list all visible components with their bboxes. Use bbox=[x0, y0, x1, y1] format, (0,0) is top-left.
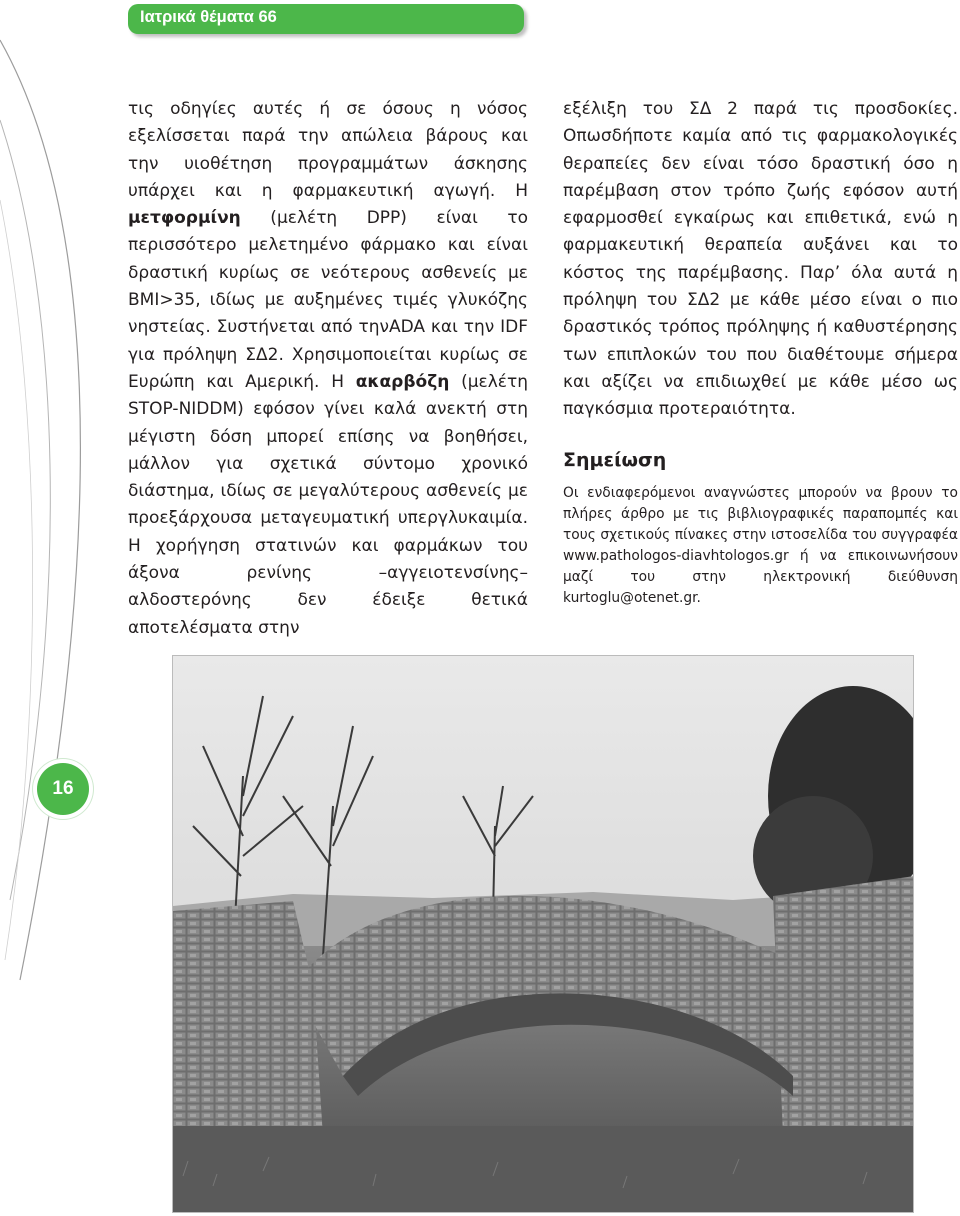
bold-term-acarbose: ακαρβόζη bbox=[355, 371, 450, 392]
page-number-badge bbox=[37, 763, 89, 815]
section-title: Ιατρικά θέματα 66 bbox=[140, 8, 277, 26]
right-text-column bbox=[563, 96, 958, 424]
left-paragraph bbox=[128, 96, 528, 642]
bold-term-metformin: μετφορμίνη bbox=[128, 208, 241, 229]
stone-arch-bridge-photo bbox=[172, 655, 914, 1213]
note-heading: Σημείωση bbox=[563, 449, 667, 471]
margin-swoosh-decoration bbox=[0, 0, 120, 1000]
text-run: (μελέτη STOP-NIDDM) εφόσον γίνει καλά ανεκτή στη μέγιστη δόση μπορεί επίσης να βοηθήσει, μάλλον για σχετικά σύντομο χρονικό διάστημα, ιδίως σε μεγαλύτερους ασθενείς με προεξάρχουσα μεταγευματική υπεργλυκαιμία. Η χορήγηση στατινών και φαρμάκων του άξονα ρενίνης –αγγειοτενσίνης– αλδοστερόνης δεν έδειξε θετικά αποτελέσματα στην bbox=[128, 371, 528, 638]
right-paragraph: εξέλιξη του ΣΔ 2 παρά τις προσδοκίες. Οπωσδήποτε καμία από τις φαρμακολογικές θεραπείες δεν είναι τόσο δραστική όσο η παρέμβαση στον τρόπο ζωής εφόσον αυτή εφαρμοσθεί εγκαίρως και επιθετικά, ενώ η φαρμακευτική θεραπεία αυξάνει και το κόστος της παρέμβασης. Παρ’ όλα αυτά η πρόληψη του ΣΔ2 με κάθε μέσο είναι ο πιο δραστικός τρόπος πρόληψης ή καθυστέρησης των επιπλοκών του που διαθέτουμε σήμερα και αξίζει να επιδιωχθεί με κάθε μέσο ως παγκόσμια προτεραιότητα. bbox=[563, 99, 958, 420]
note-body bbox=[563, 483, 958, 609]
photo-illustration bbox=[173, 656, 914, 1213]
left-text-column bbox=[128, 96, 528, 642]
text-run: τις οδηγίες αυτές ή σε όσους η νόσος εξελίσσεται παρά την απώλεια βάρους και την υιοθέτηση προγραμμάτων άσκησης υπάρχει και η φαρμακευτική αγωγή. Η bbox=[128, 99, 528, 201]
text-run: (μελέτη DPP) είναι το περισσότερο μελετημένο φάρμακο και είναι δραστική κυρίως σε νεότερους ασθενείς με BMI>35, ιδίως με αυξημένες τιμές γλυκόζης νηστείας. Συστήνεται από τηνADA και την IDF για πρόληψη ΣΔ2. Χρησιμοποιείται κυρίως σε Ευρώπη και Αμερική. Η bbox=[128, 208, 528, 392]
section-header-tab bbox=[128, 4, 524, 34]
note-text: Οι ενδιαφερόμενοι αναγνώστες μπορούν να βρουν το πλήρες άρθρο με τις βιβλιογραφικές παραπομπές και τους σχετικούς πίνακες στην ιστοσελίδα του συγγραφέα www.pathologos-diavhtologos.gr ή να επικοινωνήσουν μαζί του στην ηλεκτρονική διεύθυνση kurtoglu@otenet.gr. bbox=[563, 485, 958, 606]
page-number: 16 bbox=[52, 778, 74, 799]
